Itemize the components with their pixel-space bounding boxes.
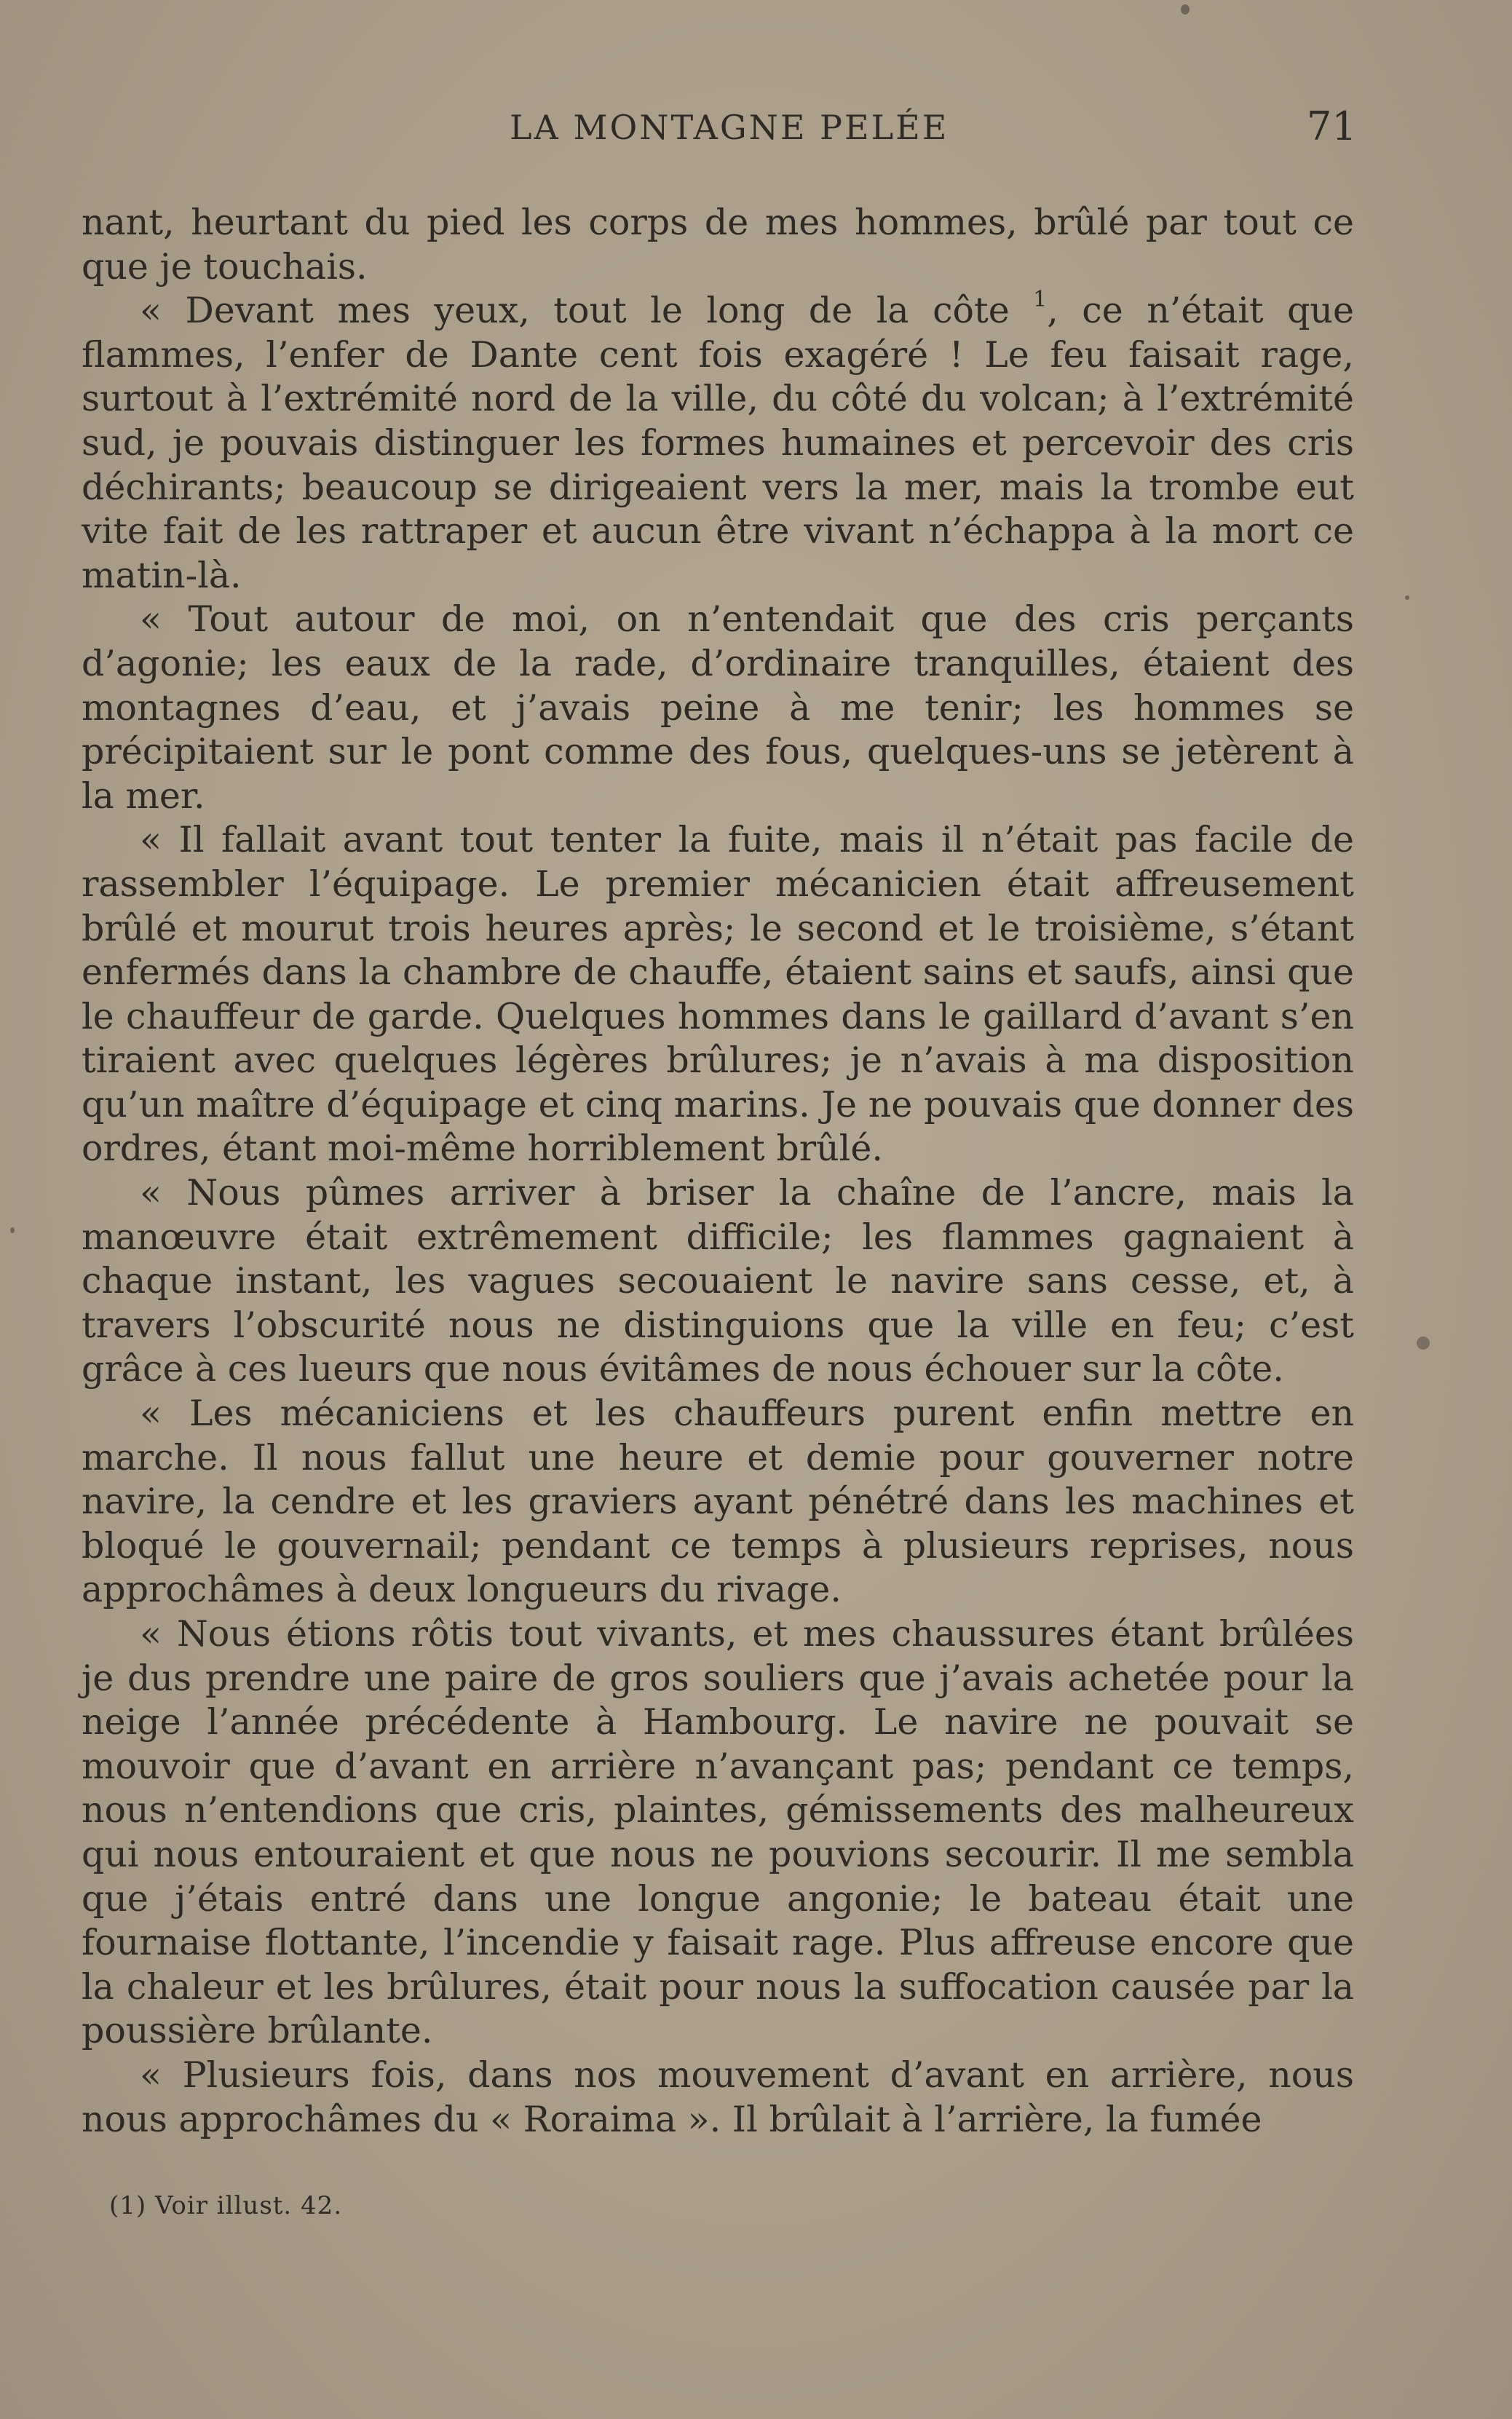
running-title: LA MONTAGNE PELÉE: [510, 108, 949, 147]
paper-speck: [1181, 4, 1190, 15]
paragraph: « Plusieurs fois, dans nos mouvement d’avant en arrière, nous nous approchâmes du « Roraima ». Il brûlait à l’arrière, la fumée: [82, 2054, 1354, 2140]
paragraph: « Les mécaniciens et les chauffeurs purent enfin mettre en marche. Il nous fallut une heure et demie pour gouverner notre navire, la cendre et les graviers ayant pénétré dans les machines et bloqué le gouvernail; pendant ce temps à plusieurs reprises, nous approchâmes à deux longueurs du rivage.: [82, 1393, 1354, 1611]
paragraph: « Nous étions rôtis tout vivants, et mes chaussures étant brûlées je dus prendre une paire de gros souliers que j’avais achetée pour la neige l’année précédente à Hambourg. Le navire ne pouvait se mouvoir que d’avant en arrière n’avançant pas; pendant ce temps, nous n’entendions que cris, plaintes, gémissements des malheureux qui nous entouraient et que nous ne pouvions secourir. Il me sembla que j’étais entré dans une longue angonie; le bateau était une fournaise flottante, l’incendie y faisait rage. Plus affreuse encore que la chaleur et les brûlures, était pour nous la suffocation causée par la poussière brûlante.: [82, 1613, 1354, 2052]
paper-speck: [1417, 1337, 1430, 1350]
paragraph: « Tout autour de moi, on n’entendait que des cris perçants d’agonie; les eaux de la rade, d’ordinaire tranquilles, étaient des montagnes d’eau, et j’avais peine à me tenir; les hommes se précipitaient sur le pont comme des fous, quelques-uns se jetèrent à la mer.: [82, 598, 1354, 817]
footnote-reference: 1: [1033, 287, 1048, 313]
paper-speck: [1405, 595, 1409, 600]
paragraph-text: , ce n’était que flammes, l’enfer de Dante cent fois exagéré ! Le feu faisait rage, surtout à l’extrémité nord de la ville, du côté du volcan; à l’extrémité sud, je pouvais distinguer les formes humaines et percevoir des cris déchirants; beaucoup se dirigeaient vers la mer, mais la trombe eut vite fait de les rattraper et aucun être vivant n’échappa à la mort ce matin-là.: [82, 290, 1354, 596]
body-text: [82, 201, 1354, 2142]
page-header: [0, 100, 1512, 159]
paragraph: [82, 289, 1354, 598]
paragraph: « Il fallait avant tout tenter la fuite, mais il n’était pas facile de rassembler l’équipage. Le premier mécanicien était affreusement brûlé et mourut trois heures après; le second et le troisième, s’étant enfermés dans la chambre de chauffe, étaient sains et saufs, ainsi que le chauffeur de garde. Quelques hommes dans le gaillard d’avant s’en tiraient avec quelques légères brûlures; je n’avais à ma disposition qu’un maître d’équipage et cinq marins. Je ne pouvais que donner des ordres, étant moi-même horriblement brûlé.: [82, 819, 1354, 1170]
footnote: (1) Voir illust. 42.: [109, 2191, 343, 2220]
paragraph-continuation: nant, heurtant du pied les corps de mes hommes, brûlé par tout ce que je touchais.: [82, 202, 1354, 288]
paragraph-text: « Devant mes yeux, tout le long de la côte: [140, 290, 1034, 332]
page-number: 71: [1307, 103, 1357, 149]
paper-speck: [10, 1227, 15, 1233]
paragraph: « Nous pûmes arriver à briser la chaîne de l’ancre, mais la manœuvre était extrêmement difficile; les flammes gagnaient à chaque instant, les vagues secouaient le navire sans cesse, et, à travers l’obscurité nous ne distinguions que la ville en feu; c’est grâce à ces lueurs que nous évitâmes de nous échouer sur la côte.: [82, 1172, 1354, 1390]
